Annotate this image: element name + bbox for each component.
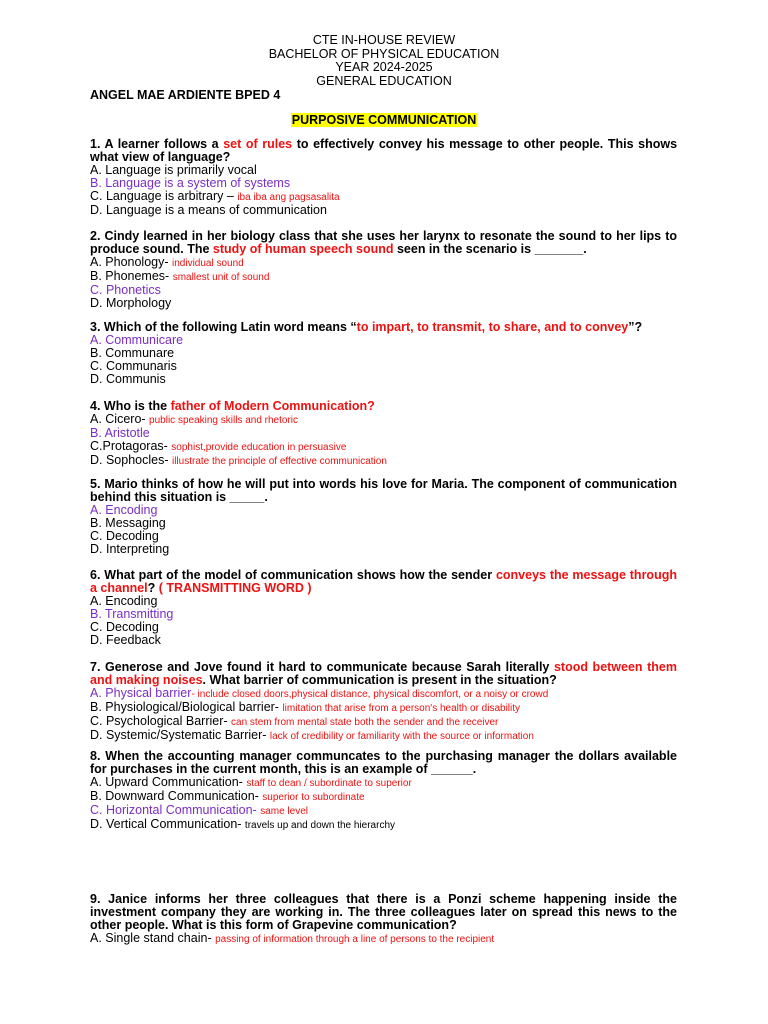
question-3-option-a: A. Communicare [90,333,184,347]
question-1-option-d: D. Language is a means of communication [90,203,327,217]
option-note: lack of credibility or familiarity with the source or information [269,731,534,742]
question-1 [90,138,677,217]
question-3 [90,321,677,386]
question-5-option-a: A. Encoding [90,503,158,517]
option-note: passing of information through a line of persons to the recipient [215,934,495,945]
option-note: iba iba ang pagsasalita [237,192,340,203]
header-line-4: GENERAL EDUCATION [316,73,452,88]
header-line-3: YEAR 2024-2025 [335,60,433,74]
question-9-stem: 9. Janice informs her three colleagues that there is a Ponzi scheme happening inside the investment company they are working in. The three colleagues later on spread this news to the other people. What is this form of Grapevine communication? [90,892,677,932]
question-5-stem: 5. Mario thinks of how he will put into words his love for Maria. The component of communication behind this situation is _____. [90,477,677,504]
question-4-option-c: C.Protagoras- sophist,provide education in persuasive [90,439,347,453]
question-7-stem: 7. Generose and Jove found it hard to communicate because Sarah literally stood between them and making noises. What barrier of communication is present in the situation? [90,660,677,687]
option-note: same level [260,806,309,817]
question-4-stem: 4. Who is the father of Modern Communication? [90,399,375,413]
question-5-option-b: B. Messaging [90,516,166,530]
question-4-option-a: A. Cicero- public speaking skills and rhetoric [90,412,299,426]
author-name: ANGEL MAE ARDIENTE BPED 4 [90,88,281,102]
question-6-option-b: B. Transmitting [90,607,174,621]
question-8 [90,750,677,832]
option-note: staff to dean / subordinate to superior [246,778,412,789]
question-2-option-b: B. Phonemes- smallest unit of sound [90,269,270,283]
option-note: - include closed doors,physical distance, physical discomfort, or a noisy or crowd [191,689,549,700]
question-8-option-b: B. Downward Communication- superior to subordinate [90,789,365,803]
question-3-option-b: B. Communare [90,346,175,360]
document-header [0,34,768,88]
question-1-stem: 1. A learner follows a set of rules to effectively convey his message to other people. This shows what view of language? [90,137,678,164]
question-8-option-d: D. Vertical Communication- travels up and down the hierarchy [90,817,396,831]
question-7-option-d: D. Systemic/Systematic Barrier- lack of credibility or familiarity with the source or information [90,728,534,742]
question-5 [90,478,677,556]
question-7 [90,661,677,743]
question-7-option-a: A. Physical barrier- include closed doors,physical distance, physical discomfort, or a noisy or crowd [90,686,549,700]
question-2-stem: 2. Cindy learned in her biology class that she uses her larynx to resonate the sound to her lips to produce sound. The study of human speech sound seen in the scenario is _______. [90,229,677,256]
question-2-option-c: C. Phonetics [90,283,161,297]
question-6-option-a: A. Encoding [90,594,158,608]
option-note: can stem from mental state both the sender and the receiver [231,717,499,728]
subject-title-highlight: PURPOSIVE COMMUNICATION [291,113,477,127]
header-line-2: BACHELOR OF PHYSICAL EDUCATION [268,46,500,61]
question-2-option-d: D. Morphology [90,296,172,310]
question-1-option-c: C. Language is arbitrary – iba iba ang pagsasalita [90,189,340,203]
question-8-stem: 8. When the accounting manager communcates to the purchasing manager the dollars available for purchases in the current month, this is an example of ______. [90,749,677,776]
question-6-stem: 6. What part of the model of communication shows how the sender conveys the message through a channel? ( TRANSMITTING WORD ) [90,568,677,595]
question-3-option-c: C. Communaris [90,359,177,373]
question-8-option-a: A. Upward Communication- staff to dean / subordinate to superior [90,775,412,789]
question-3-stem: 3. Which of the following Latin word means “to impart, to transmit, to share, and to convey”? [90,320,643,334]
option-note: sophist,provide education in persuasive [171,442,347,453]
question-6-option-c: C. Decoding [90,620,159,634]
option-note: illustrate the principle of effective communication [171,456,387,467]
question-9-option-a: A. Single stand chain- passing of information through a line of persons to the recipient [90,931,495,945]
option-note: travels up and down the hierarchy [244,820,396,831]
question-4-option-b: B. Aristotle [90,426,150,440]
question-1-option-a: A. Language is primarily vocal [90,163,257,177]
option-note: public speaking skills and rhetoric [149,415,299,426]
question-7-option-c: C. Psychological Barrier- can stem from mental state both the sender and the receiver [90,714,499,728]
question-6 [90,569,677,647]
option-note: smallest unit of sound [172,272,270,283]
question-4-option-d: D. Sophocles- illustrate the principle of effective communication [90,453,387,467]
question-8-option-c: C. Horizontal Communication- same level [90,803,309,817]
question-2-option-a: A. Phonology- individual sound [90,255,244,269]
question-3-option-d: D. Communis [90,372,166,386]
question-5-option-d: D. Interpreting [90,542,170,556]
question-7-option-b: B. Physiological/Biological barrier- limitation that arise from a person's health or disability [90,700,521,714]
header-line-1: CTE IN-HOUSE REVIEW [312,33,456,47]
question-2 [90,230,677,310]
question-9 [90,893,677,946]
option-note: individual sound [172,258,244,269]
option-note: limitation that arise from a person's health or disability [282,703,521,714]
option-note: superior to subordinate [262,792,365,803]
question-5-option-c: C. Decoding [90,529,159,543]
question-1-option-b: B. Language is a system of systems [90,176,291,190]
subject-title [0,111,768,129]
question-6-option-d: D. Feedback [90,633,161,647]
question-4 [90,400,677,468]
